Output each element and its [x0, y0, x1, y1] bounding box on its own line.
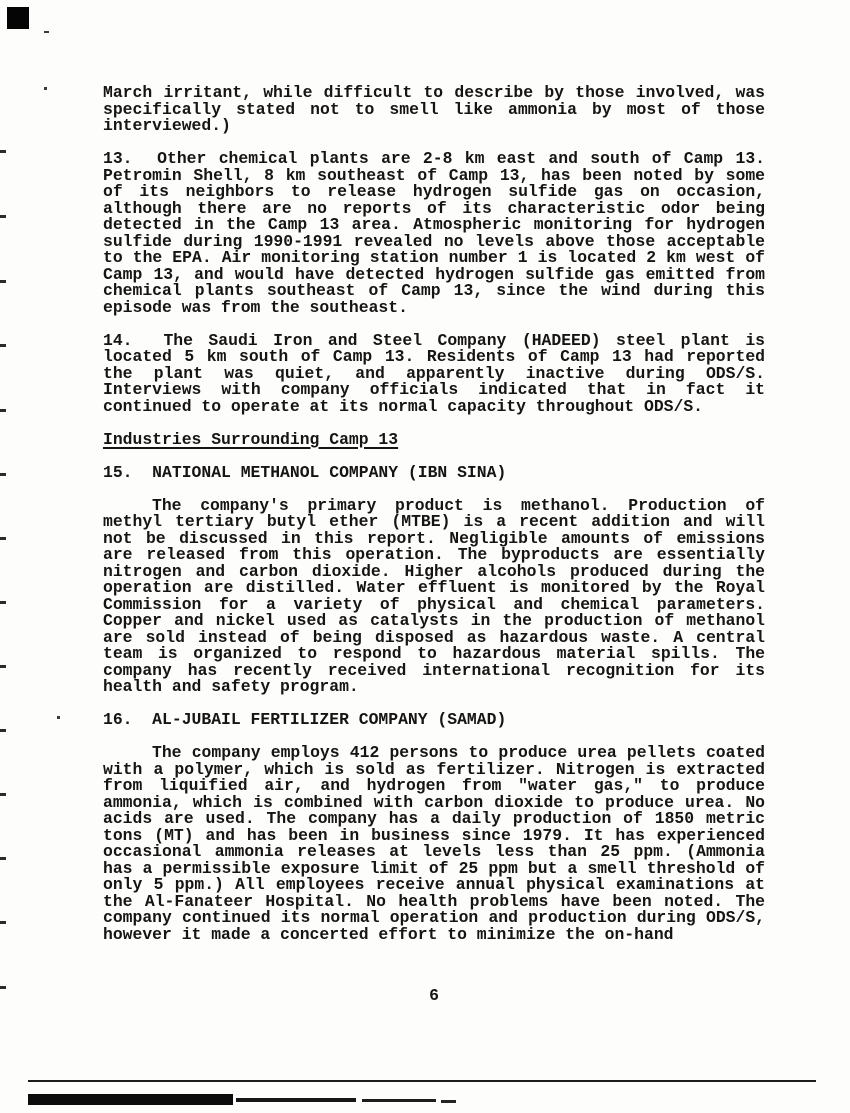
paragraph-13: 13. Other chemical plants are 2-8 km east and south of Camp 13. Petromin Shell, 8 km southeast of Camp 13, has been noted by some of its neighbors to release hydrogen sulfide gas on occasion, although there are no reports of its characteristic odor being detected in the Camp 13 area. Atmospheric monitoring for hydrogen sulfide during 1990-1991 revealed no levels above those acceptable to the EPA. Air monitoring station number 1 is located 2 km west of Camp 13, and would have detected hydrogen sulfide gas emitted from chemical plants southeast of Camp 13, since the wind during this episode was from the southeast.: [103, 149, 765, 317]
item-16-heading: 16. AL-JUBAIL FERTILIZER COMPANY (SAMAD): [103, 710, 507, 729]
scan-edge-mark: [0, 857, 6, 860]
page-number: 6: [429, 986, 439, 1005]
item-15-heading: 15. NATIONAL METHANOL COMPANY (IBN SINA): [103, 462, 507, 482]
scan-edge-mark: [0, 409, 6, 412]
scan-bottom-dash: [441, 1100, 456, 1103]
scan-edge-mark: [0, 601, 6, 604]
scan-bottom-dash: [362, 1099, 436, 1102]
paragraph-16-body: The company employs 412 persons to produce urea pellets coated with a polymer, which is sold as fertilizer. Nitrogen is extracted from liquified air, and hydrogen from "water gas," to produce ammonia, which is combined with carbon dioxide to produce urea. No acids are used. The company has a daily production of 1850 metric tons (MT) and has been in business since 1979. It has experienced occasional ammonia releases at levels less than 25 ppm. (Ammonia has a permissible exposure limit of 25 ppm but a smell threshold of only 5 ppm.) All employees receive annual physical examinations at the Al-Fanateer Hospital. No health problems have been noted. The company continued its normal operation and production during ODS/S, however it made a concerted effort to minimize the on-hand: [103, 743, 765, 944]
paragraph-14: 14. The Saudi Iron and Steel Company (HADEED) steel plant is located 5 km south of Camp 13. Residents of Camp 13 had reported the plant was quiet, and apparently inactive during ODS/S. Interviews with company officials indicated that in fact it continued to operate at its normal capacity throughout ODS/S.: [103, 330, 765, 416]
paragraph-15-body: The company's primary product is methanol. Production of methyl tertiary butyl ether (MTBE) is a recent addition and will not be discussed in this report. Negligible amounts of emissions are released from this operation. The byproducts are essentially nitrogen and carbon dioxide. Higher alcohols produced during the operation are distilled. Water effluent is monitored by the Royal Commission for a variety of physical and chemical parameters. Copper and nickel used as catalysts in the production of methanol are sold instead of being disposed as hazardous waste. A central team is organized to respond to hazardous material spills. The company has recently received international recognition for its health and safety program.: [103, 495, 765, 696]
scan-edge-mark: [0, 150, 6, 153]
scan-speck: [57, 716, 60, 719]
scan-bottom-dash: [236, 1098, 356, 1102]
scan-speck: [44, 31, 49, 33]
scan-bottom-line: [28, 1080, 816, 1082]
scan-edge-mark: [0, 793, 6, 796]
paragraph-continuation: March irritant, while difficult to describe by those involved, was specifically stated not to smell like ammonia by most of those interviewed.): [103, 83, 765, 135]
scan-edge-mark: [0, 280, 6, 283]
scan-edge-mark: [0, 215, 6, 218]
scan-edge-mark: [0, 344, 6, 347]
scan-edge-mark: [0, 986, 6, 989]
scan-edge-mark: [0, 665, 6, 668]
scan-corner-blot: [7, 7, 29, 29]
scan-edge-mark: [0, 729, 6, 732]
scan-edge-mark: [0, 473, 6, 476]
scan-edge-mark: [0, 921, 6, 924]
text-column: [103, 85, 765, 943]
scan-bottom-bar: [28, 1094, 233, 1105]
section-heading-industries: Industries Surrounding Camp 13: [103, 429, 399, 449]
scan-edge-mark: [0, 537, 6, 540]
scan-speck: [44, 87, 47, 90]
